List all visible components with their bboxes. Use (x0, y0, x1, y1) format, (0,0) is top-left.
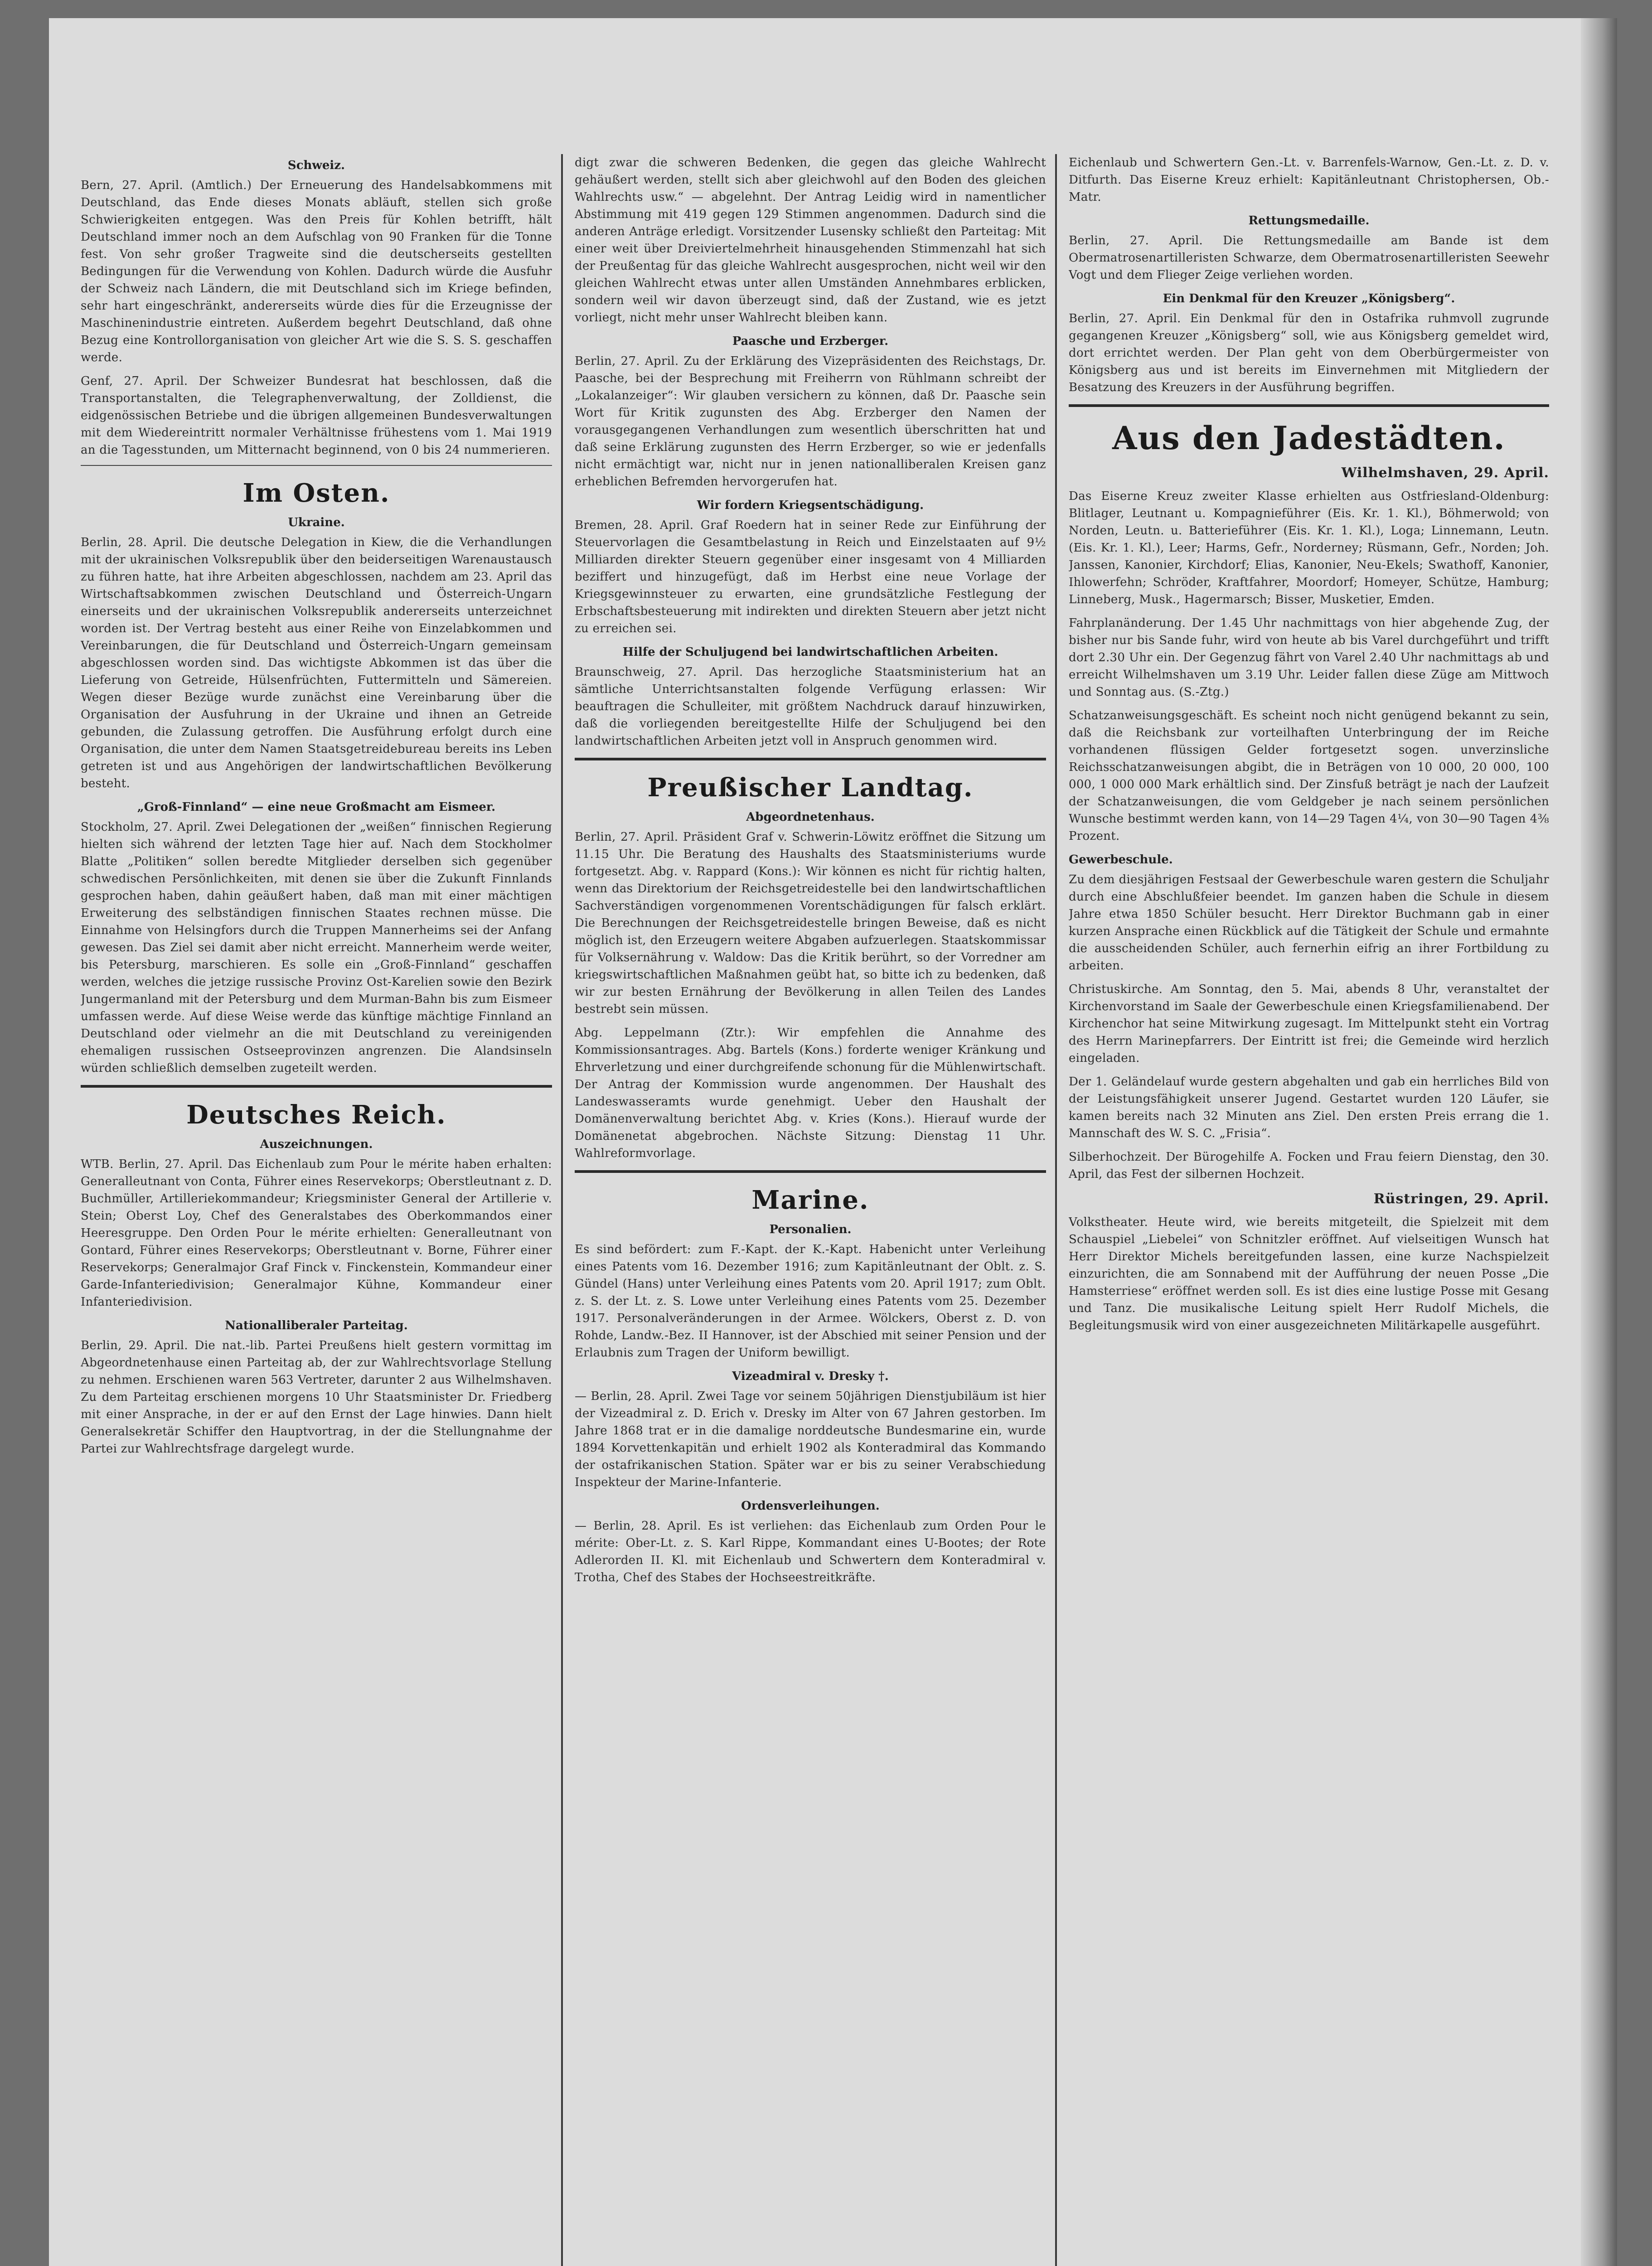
article-paragraph: Berlin, 27. April. Ein Denkmal für den in Ostafrika ruhmvoll zugrunde gegangenen Kreuzer „Königsberg“ soll, wie aus Königsberg gemeldet wird, dort errichtet werden. Der Plan geht von dem Oberbürgermeister von Königsberg aus und ist bereits im Einvernehmen mit Mitgliedern der Besatzung des Kreuzers in der Ausführung begriffen. (1069, 312, 1549, 394)
sub-heading-gewerbeschule: Gewerbeschule. (1069, 853, 1173, 867)
sub-heading-gross-finnland: „Groß-Finnland“ — eine neue Großmacht am Eismeer. (137, 800, 496, 814)
sub-heading-denkmal: Ein Denkmal für den Kreuzer „Königsberg“. (1163, 292, 1455, 305)
article-paragraph: Christuskirche. Am Sonntag, den 5. Mai, abends 8 Uhr, veranstaltet der Kirchenvorstand im Saale der Gewerbeschule einen Kriegsfamilienabend. Der Kirchenchor hat seine Mitwirkung zugesagt. Im Mittelpunkt steht ein Vortrag des Herrn Marinepfarrers. Der Eintritt ist frei; die Gemeinde wird herzlich eingeladen. (1069, 983, 1549, 1065)
article-paragraph: Schatzanweisungsgeschäft. Es scheint noch nicht genügend bekannt zu sein, daß die Reichsbank zur vorteilhaften Unterbringung der im Reiche vorhandenen flüssigen Gelder fortgesetzt sogen. unverzinsliche Reichsschatzanweisungen abgibt, die in Beträgen von 10 000, 20 000, 100 000, 1 000 000 Mark erhältlich sind. Der Zinsfuß beträgt je nach der Laufzeit der Schatzanweisungen, die vom Geldgeber je nach seinem persönlichen Wunsche bestimmt werden kann, von 14—29 Tagen 4¼, von 30—90 Tagen 4⅜ Prozent. (1069, 709, 1549, 843)
divider (1069, 404, 1549, 407)
section-heading-deutsches-reich: Deutsches Reich. (186, 1100, 446, 1130)
divider (575, 758, 1046, 760)
article-paragraph: Abg. Leppelmann (Ztr.): Wir empfehlen die Annahme des Kommissionsantrages. Abg. Bartels (Kons.) forderte weniger Kränkung und Ehrverletzung und einer durchgreifende schonung für die Mühlenwirtschaft. Der Antrag der Kommission wurde angenommen. Der Haushalt des Landeswasseramts wurde genehmigt. Ueber den Haushalt der Domänenverwaltung berichtet Abg. v. Kries (Kons.). Hierauf wurde der Domänenetat abgebrochen. Nächste Sitzung: Dienstag 11 Uhr. Wahlreformvorlage. (575, 1026, 1046, 1160)
column-rule (561, 154, 563, 2266)
article-paragraph: Das Eiserne Kreuz zweiter Klasse erhielten aus Ostfriesland-Oldenburg: Blitlager, Leutnant u. Kompagnieführer (Eis. Kr. 1. Kl.), Böhmerwold; von Norden, Leutn. u. Batterieführer (Eis. Kr. 1. Kl.), Loga; Linnemann, Leutn. (Eis. Kr. 1. Kl.), Leer; Harms, Gefr., Norderney; Rüsmann, Gefr., Norden; Joh. Janssen, Kanonier, Kirchdorf; Elias, Kanonier, Neu-Ekels; Swathoff, Kanonier, Ihlowerfehn; Schröder, Kraftfahrer, Moordorf; Homeyer, Schütze, Hamburg; Linneberg, Musk., Hagermarsch; Bisser, Musketier, Emden. (1069, 489, 1549, 606)
divider (81, 465, 552, 466)
sub-heading-paasche: Paasche und Erzberger. (732, 334, 889, 348)
sub-heading-parteitag: Nationalliberaler Parteitag. (225, 1319, 408, 1332)
section-heading-schweiz: Schweiz. (287, 159, 345, 172)
binding-shadow (1581, 18, 1617, 2266)
sub-heading-schuljugend: Hilfe der Schuljugend bei landwirtschaftlichen Arbeiten. (622, 645, 998, 659)
sub-heading-personalien: Personalien. (769, 1223, 852, 1236)
article-paragraph: digt zwar die schweren Bedenken, die gegen das gleiche Wahlrecht gehäußert werden, stellt sich aber gleichwohl auf den Boden des gleichen Wahlrechts usw.“ — abgelehnt. Der Antrag Leidig wird in namentlicher Abstimmung mit 419 gegen 129 Stimmen angenommen. Dadurch sind die anderen Anträge erledigt. Vorsitzender Lusensky schließt den Parteitag: Mit einer weit über Dreiviertelmehrheit hinausgehenden Stimmenzahl hat sich der Preußentag für das gleiche Wahlrecht ausgesprochen, nicht weil wir den gleichen Wahlrecht etwas unter allen Umständen Annehmbares erblicken, sondern weil wir davon überzeugt sind, daß der Zustand, wie es jetzt vorliegt, nicht mehr unser Wahlrecht bleiben kann. (575, 156, 1046, 324)
article-paragraph: Berlin, 27. April. Zu der Erklärung des Vizepräsidenten des Reichstags, Dr. Paasche, bei der Besprechung mit Freiherrn von Rühlmann schreibt der „Lokalanzeiger“: Wir glauben versichern zu können, daß Dr. Paasche sein Wort für Kritik zugunsten des Abg. Erzberger den Namen der vorausgegangenen Verhandlungen zum wesentlich überschritten hat und daß seine Erklärung zugunsten des Herrn Erzberger, so wie er jedenfalls nicht ermächtigt war, nicht nur in jenen nationalliberalen Kreisen ganz erheblichen Befremden hervorgerufen hat. (575, 354, 1046, 489)
sub-heading-ukraine: Ukraine. (288, 516, 345, 529)
article-paragraph: — Berlin, 28. April. Zwei Tage vor seinem 50jährigen Dienstjubiläum ist hier der Vizeadmiral z. D. Erich v. Dresky im Alter von 67 Jahren gestorben. Im Jahre 1868 trat er in die damalige norddeutsche Bundesmarine ein, wurde 1894 Korvettenkapitän und erhielt 1902 als Konteradmiral das Kommando der ostafrikanischen Station. Später war er bis zu seiner Verabschiedung Inspekteur der Marine-Infanterie. (575, 1390, 1046, 1489)
dateline-wilhelmshaven: Wilhelmshaven, 29. April. (1341, 465, 1549, 481)
article-paragraph: Bern, 27. April. (Amtlich.) Der Erneuerung des Handelsabkommens mit Deutschland, das Ende dieses Monats abläuft, stellen sich große Schwierigkeiten entgegen. Was den Preis für Kohlen betrifft, hält Deutschland immer noch an dem Aufschlag von 90 Franken für die Tonne fest. Von sehr großer Tragweite sind die deutscherseits gestellten Bedingungen für die Verwendung von Kohlen. Dadurch würde die Ausfuhr der Schweiz nach Ländern, die mit Deutschland sich im Kriege befinden, sehr hart eingeschränkt, andererseits würde dies für die Erzeugnisse der Maschinenindustrie eintreten. Außerdem begehrt Deutschland, daß ohne Bezug eine Kontrollorganisation von gleicher Art wie die S. S. S. geschaffen werde. (81, 179, 552, 364)
section-heading-marine: Marine. (751, 1185, 869, 1215)
column-1 (81, 154, 552, 2266)
article-paragraph: Zu dem diesjährigen Festsaal der Gewerbeschule waren gestern die Schuljahr durch eine Abschlußfeier beendet. Im ganzen haben die Schule in diesem Jahre etwa 1850 Schüler besucht. Herr Direktor Buchmann gab in einer kurzen Ansprache einen Rückblick auf die Tätigkeit der Schule und ermahnte die ausscheidenden Schüler, auch fernerhin eifrig an ihrer Fortbildung zu arbeiten. (1069, 873, 1549, 973)
column-3 (1069, 154, 1549, 2266)
divider (575, 1170, 1046, 1173)
sub-heading-kriegsentschaedigung: Wir fordern Kriegsentschädigung. (697, 499, 924, 512)
article-paragraph: Fahrplanänderung. Der 1.45 Uhr nachmittags von hier abgehende Zug, der bisher nur bis Sande fuhr, wird von heute ab bis Varel durchgeführt und trifft dort 2.30 Uhr ein. Der Gegenzug fährt von Varel 2.40 Uhr nachmittags ab und erreicht Wilhelmshaven um 3.19 Uhr. Leider fallen diese Züge am Mittwoch und Sonntag aus. (S.-Ztg.) (1069, 616, 1549, 699)
article-paragraph: Es sind befördert: zum F.-Kapt. der K.-Kapt. Habenicht unter Verleihung eines Patents vom 16. Dezember 1916; zum Kapitänleutnant der Oblt. z. S. Gündel (Hans) unter Verleihung eines Patents vom 20. April 1917; zum Oblt. z. S. der Lt. z. S. Lowe unter Verleihung eines Patents vom 25. Dezember 1917. Personalveränderungen in der Armee. Wölckers, Oberst z. D. von Rohde, Landw.-Bez. II Hannover, ist der Abschied mit seiner Pension und der Erlaubnis zum Tragen der Uniform bewilligt. (575, 1243, 1046, 1360)
article-paragraph: WTB. Berlin, 27. April. Das Eichenlaub zum Pour le mérite haben erhalten: Generalleutnant von Conta, Führer eines Reservekorps; Oberstleutnant z. D. Buchmüller, Artilleriekommandeur; Kriegsminister General der Artillerie v. Stein; Oberst Loy, Chef des Generalstabes des Oberkommandos einer Heeresgruppe. Den Orden Pour le mérite erhielten: Generalleutnant von Gontard, Führer eines Reservekorps; Oberstleutnant v. Borne, Führer einer Reservekorps; Generalmajor Graf Finck v. Finckenstein, Kommandeur einer Garde-Infanteriedivision; Generalmajor Kühne, Kommandeur einer Infanteriedivision. (81, 1157, 552, 1309)
sub-heading-auszeichnungen: Auszeichnungen. (260, 1138, 373, 1151)
newspaper-page (49, 18, 1617, 2266)
dateline-ruestringen: Rüstringen, 29. April. (1373, 1191, 1549, 1207)
article-paragraph: Volkstheater. Heute wird, wie bereits mitgeteilt, die Spielzeit mit dem Schauspiel „Liebelei“ von Schnitzler eröffnet. Auf vielseitigen Wunsch hat Herr Direktor Michels bereitgefunden lassen, eine kurze Nachspielzeit einzurichten, die am Sonnabend mit der Aufführung der neuen Posse „Die Hamsterriese“ eröffnet werden soll. Es ist dies eine lustige Posse mit Gesang und Tanz. Die musikalische Leitung spielt Herr Rudolf Michels, die Begleitungsmusik wird von einer ausgezeichneten Militärkapelle ausgeführt. (1069, 1215, 1549, 1332)
article-paragraph: Berlin, 28. April. Die deutsche Delegation in Kiew, die die Verhandlungen mit der ukrainischen Volksrepublik über den beiderseitigen Warenaustausch zu führen hatte, hat ihre Arbeiten abgeschlossen, nachdem am 23. April das Wirtschaftsabkommen zwischen Deutschland und Österreich-Ungarn einerseits und der ukrainischen Volksrepublik andererseits unterzeichnet worden ist. Der Vertrag besteht aus einer Reihe von Einzelabkommen und Vereinbarungen, die für Deutschland und Österreich-Ungarn gemeinsam abgeschlossen worden sind. Das wichtigste Abkommen ist das über die Lieferung von Getreide, Hülsenfrüchten, Futtermitteln und Sämereien. Wegen dieser Bezüge wurde zunächst eine Vereinbarung über die Organisation der Ausfuhrung in der Ukraine und ihnen an Getreide gebunden, die Zulassung getroffen. Die Ausführung erfolgt durch eine Organisation, die unter dem Namen Staatsgetreidebureau bereits ins Leben getreten ist und aus Angehörigen der landwirtschaftlichen Bevölkerung besteht. (81, 536, 552, 790)
article-paragraph: Braunschweig, 27. April. Das herzogliche Staatsministerium hat an sämtliche Unterrichtsanstalten folgende Verfügung erlassen: Wir beauftragen die Schulleiter, mit größtem Nachdruck darauf hinzuwirken, daß die vorliegenden bereitgestellte Hilfe der Schuljugend bei den landwirtschaftlichen Arbeiten jetzt voll in Anspruch genommen wird. (575, 665, 1046, 748)
sub-heading-orden: Ordensverleihungen. (741, 1499, 880, 1513)
divider (81, 1085, 552, 1088)
section-heading-landtag: Preußischer Landtag. (647, 773, 974, 803)
section-heading-im-osten: Im Osten. (242, 478, 390, 508)
sub-heading-abgeordnetenhaus: Abgeordnetenhaus. (746, 810, 875, 824)
section-heading-jadestaedte: Aus den Jadestädten. (1112, 419, 1506, 457)
article-paragraph: Berlin, 29. April. Die nat.-lib. Partei Preußens hielt gestern vormittag im Abgeordnetenhause einen Parteitag ab, der zur Wahlrechtsvorlage Stellung zu nehmen. Erschienen waren 563 Vertreter, darunter 2 aus Wilhelmshaven. Zu dem Parteitag erschienen morgens 10 Uhr Staatsminister Dr. Friedberg mit einer Ansprache, in der er auf den Ernst der Lage hinwies. Dann hielt Generalsekretär Schiffer den Hauptvortrag, in der die Stellungnahme der Partei zur Wahlrechtsfrage dargelegt wurde. (81, 1339, 552, 1456)
article-paragraph: — Berlin, 28. April. Es ist verliehen: das Eichenlaub zum Orden Pour le mérite: Ober-Lt. z. S. Karl Rippe, Kommandant eines U-Bootes; der Rote Adlerorden II. Kl. mit Eichenlaub und Schwertern dem Konteradmiral v. Trotha, Chef des Stabes der Hochseestreitkräfte. (575, 1519, 1046, 1584)
article-paragraph: Bremen, 28. April. Graf Roedern hat in seiner Rede zur Einführung der Steuervorlagen die Gesamtbelastung in Reich und Einzelstaaten auf 9½ Milliarden direkter Steuern gegenüber einer insgesamt von 4 Milliarden beziffert und hinzugefügt, daß im Herbst eine neue Vorlage der Kriegsgewinnsteuer zu erwarten, eine grundsätzliche Festlegung der Erbschaftsbesteuerung mit indirekten und direkten Steuern aber jetzt nicht zu erreichen sei. (575, 518, 1046, 635)
sub-heading-dresky: Vizeadmiral v. Dresky †. (732, 1370, 889, 1383)
article-paragraph: Der 1. Geländelauf wurde gestern abgehalten und gab ein herrliches Bild von der Leistungsfähigkeit unserer Jugend. Gestartet wurden 120 Läufer, sie kamen bereits nach 32 Minuten ans Ziel. Den ersten Preis errang die 1. Mannschaft des W. S. C. „Frisia“. (1069, 1075, 1549, 1140)
sub-heading-rettungsmedaille: Rettungsmedaille. (1248, 214, 1370, 228)
column-rule (1055, 154, 1057, 2266)
article-paragraph: Berlin, 27. April. Präsident Graf v. Schwerin-Löwitz eröffnet die Sitzung um 11.15 Uhr. Die Beratung des Haushalts des Staatsministeriums wurde fortgesetzt. Abg. v. Rappard (Kons.): Wir können es nicht für richtig halten, wenn das Direktorium der Reichsgetreidestelle bei den landwirtschaftlichen Sachverständigen vorgenommenen Vorentschädigungen für falsch erklärt. Die Berechnungen der Reichsgetreidestelle bringen Beweise, daß es nicht möglich ist, den Erzeugern weitere Abgaben aufzuerlegen. Staatskommissar für Volksernährung v. Waldow: Das die Kritik berührt, so der Vorredner am kriegswirtschaftlichen Maßnahmen geübt hat, so bitte ich zu bedenken, daß wir zur besten Ernährung der Bevölkerung in allen Teilen des Landes bestrebt sein müssen. (575, 830, 1046, 1016)
article-paragraph: Eichenlaub und Schwertern Gen.-Lt. v. Barrenfels-Warnow, Gen.-Lt. z. D. v. Ditfurth. Das Eiserne Kreuz erhielt: Kapitänleutnant Christophersen, Ob.-Matr. (1069, 156, 1549, 204)
article-paragraph: Berlin, 27. April. Die Rettungsmedaille am Bande ist dem Obermatrosenartilleristen Schwarze, dem Obermatrosenartilleristen Seewehr Vogt und dem Flieger Zeige verliehen worden. (1069, 234, 1549, 282)
column-2 (575, 154, 1046, 2266)
article-paragraph: Stockholm, 27. April. Zwei Delegationen der „weißen“ finnischen Regierung hielten sich während der letzten Tage hier auf. Nach dem Stockholmer Blatte „Politiken“ sollen beredte Mitglieder derselben sich gegenüber schwedischen Persönlichkeiten, mit denen sie über die Zukunft Finnlands gesprochen haben, dahin geäußert haben, daß man mit einer mächtigen Erweiterung des selbständigen finnischen Staates rechnen müsse. Die Einnahme von Helsingfors durch die Truppen Mannerheims sei der Anfang gewesen. Das Ziel sei damit aber nicht erreicht. Mannerheim werde weiter, bis Petersburg, marschieren. Es solle ein „Groß-Finnland“ geschaffen werden, welches die jetzige russische Provinz Ost-Karelien sowie den Bezirk Jungermanland mit der Petersburg und dem Murman-Bahn bis zum Eismeer umfassen werde. Auf diese Weise werde das künftige mächtige Finnland an Deutschland oder vielmehr an die mit Deutschland zu vereinigenden ehemaligen russischen Ostseeprovinzen angrenzen. Die Alandsinseln würden schließlich demselben zugeteilt werden. (81, 820, 552, 1075)
article-paragraph: Silberhochzeit. Der Bürogehilfe A. Focken und Frau feiern Dienstag, den 30. April, das Fest der silbernen Hochzeit. (1069, 1150, 1549, 1181)
article-paragraph: Genf, 27. April. Der Schweizer Bundesrat hat beschlossen, daß die Transportanstalten, die Telegraphenverwaltung, der Zolldienst, die eidgenössischen Betriebe und die übrigen allgemeinen Bundesverwaltungen mit dem Wiedereintritt normaler Verhältnisse frühestens vom 1. Mai 1919 an die Tagesstunden, um Mitternacht beginnend, von 0 bis 24 nummerieren. (81, 374, 552, 457)
